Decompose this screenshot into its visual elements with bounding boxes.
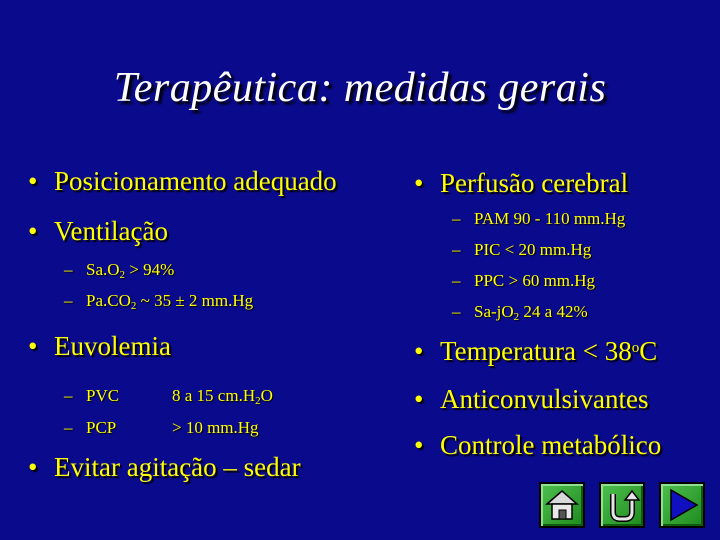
- home-icon: [541, 484, 583, 526]
- pvc-label: PVC: [86, 386, 120, 405]
- return-button[interactable]: [599, 482, 645, 528]
- anticonvulsivantes-text: Anticonvulsivantes: [440, 384, 649, 414]
- bullet-posicionamento: • Posicionamento adequado: [28, 166, 337, 196]
- sajo2-item: – $Sa-jO_2$ 24 a 42%: [452, 302, 588, 323]
- euvolemia-text: Euvolemia: [54, 331, 171, 361]
- perfusao-text: Perfusão cerebral: [440, 168, 629, 198]
- bullet-anticonvulsivantes: • Anticonvulsivantes: [414, 384, 649, 414]
- controle-text: Controle metabólico: [440, 430, 662, 460]
- return-icon: [601, 484, 643, 526]
- pcp-value: > 10 mm.Hg: [172, 418, 259, 437]
- bullet-ventilacao: • Ventilação: [28, 216, 168, 246]
- bullet-euvolemia: • Euvolemia: [28, 331, 171, 361]
- bullet-temperatura: • Temperatura < $38^oC$: [414, 336, 658, 366]
- pam-item: – PAM 90 - 110 mm.Hg: [452, 209, 626, 228]
- slide-title: Terapêutica: medidas gerais: [113, 65, 607, 111]
- next-button[interactable]: [659, 482, 705, 528]
- pcp-label: PCP: [86, 418, 117, 437]
- pvc-value: 8 a 15 $cm.H_2O$: [172, 386, 273, 407]
- ppc-item: – PPC > 60 mm.Hg: [452, 271, 596, 290]
- bullet-evitar: • Evitar agitação – sedar: [28, 452, 301, 482]
- home-button[interactable]: [539, 482, 585, 528]
- pcp-item: – PCP: [64, 418, 117, 437]
- next-arrow-icon: [661, 484, 703, 526]
- paco2-item: – $Pa.CO_2$ ~ 35 ± 2 mm.Hg: [64, 291, 254, 312]
- pvc-item: – PVC: [64, 386, 120, 405]
- evitar-text: Evitar agitação – sedar: [54, 452, 301, 482]
- pic-item: – PIC < 20 mm.Hg: [452, 240, 592, 259]
- bullet-perfusao: • Perfusão cerebral: [414, 168, 629, 198]
- sao2-item: – $Sa.O_2 > 94\%$: [64, 260, 175, 281]
- posicionamento-text: Posicionamento adequado: [54, 166, 337, 196]
- bullet-controle: • Controle metabólico: [414, 430, 662, 460]
- ventilacao-text: Ventilação: [54, 216, 168, 246]
